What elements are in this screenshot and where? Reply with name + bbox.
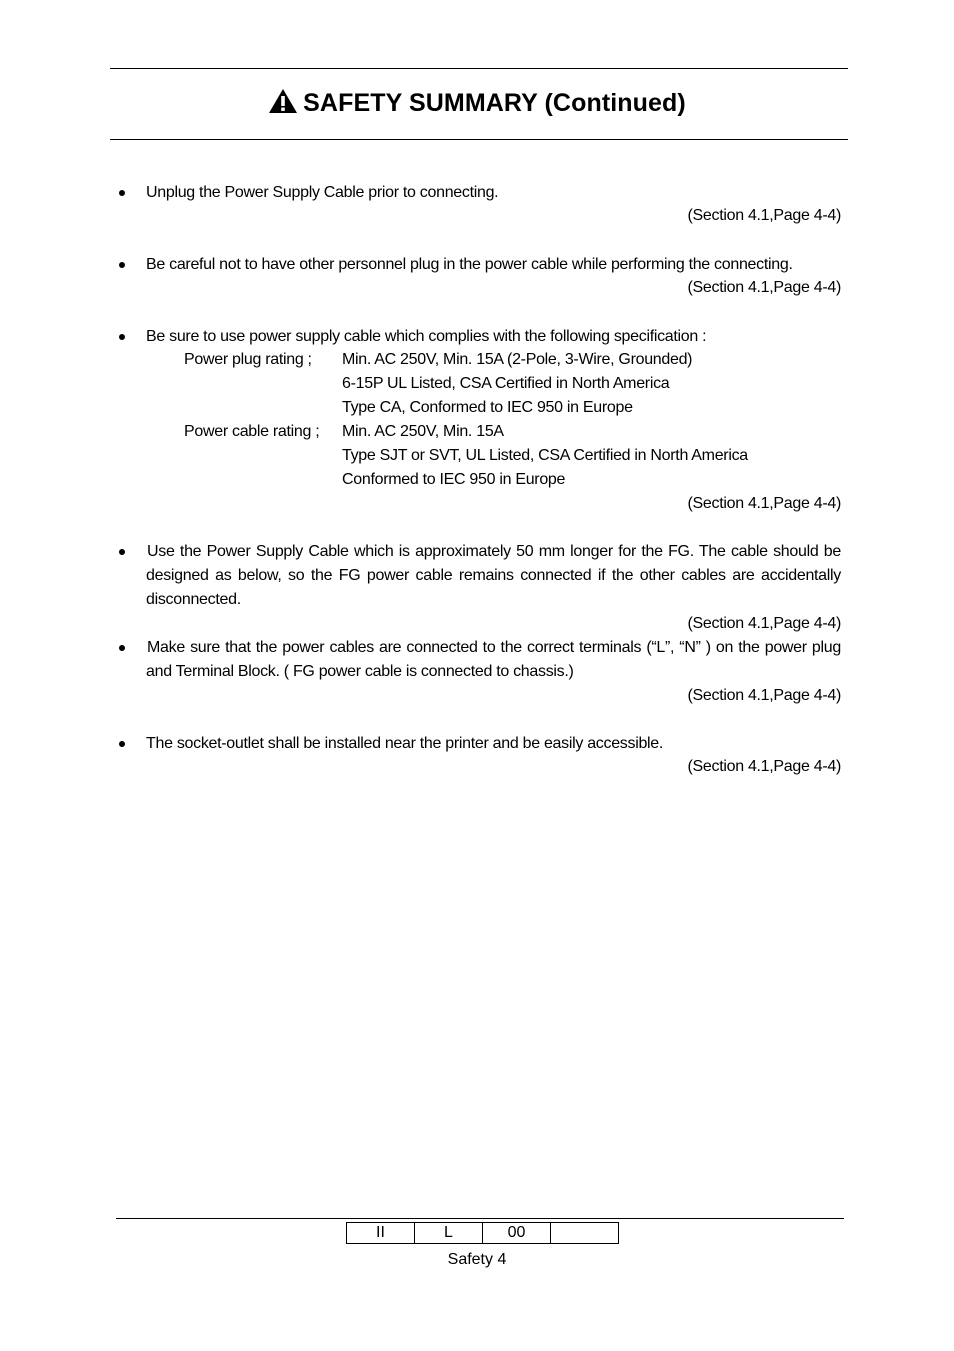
- spec-value: Type CA, Conformed to IEC 950 in Europe: [342, 399, 633, 416]
- list-item-text: Unplug the Power Supply Cable prior to connecting.: [146, 184, 499, 201]
- spec-value: Min. AC 250V, Min. 15A: [342, 423, 504, 440]
- warning-triangle-icon: [268, 88, 298, 114]
- page-title: SAFETY SUMMARY (Continued): [303, 89, 686, 117]
- section-reference: (Section 4.1,Page 4-4): [687, 615, 841, 632]
- version-cell: L: [415, 1223, 483, 1244]
- list-item-text: The socket-outlet shall be installed near the printer and be easily accessible.: [146, 735, 664, 752]
- spec-value: Conformed to IEC 950 in Europe: [342, 471, 566, 488]
- bullet-icon: [119, 262, 125, 268]
- list-item-text: designed as below, so the FG power cable remains connected if the other cables are accidentally: [146, 567, 841, 584]
- list-item-text: Make sure that the power cables are connected to the correct terminals (“L”, “N” ) on the power plug: [147, 639, 841, 656]
- version-cell: II: [347, 1223, 415, 1244]
- list-item-text: disconnected.: [146, 591, 241, 608]
- header-bottom-rule: [110, 139, 848, 140]
- bullet-icon: [119, 741, 125, 747]
- spec-label: Power cable rating ;: [184, 423, 320, 440]
- page-number: Safety 4: [447, 1251, 507, 1268]
- spec-value: Type SJT or SVT, UL Listed, CSA Certified in North America: [342, 447, 748, 464]
- bullet-icon: [119, 549, 125, 555]
- section-reference: (Section 4.1,Page 4-4): [687, 279, 841, 296]
- version-table: [346, 1222, 619, 1244]
- section-reference: (Section 4.1,Page 4-4): [687, 495, 841, 512]
- list-item-text: Be careful not to have other personnel plug in the power cable while performing the connecting.: [146, 256, 793, 273]
- spec-value: 6-15P UL Listed, CSA Certified in North America: [342, 375, 670, 392]
- footer-rule: [116, 1218, 844, 1219]
- bullet-icon: [119, 190, 125, 196]
- version-cell: [551, 1223, 619, 1244]
- section-reference: (Section 4.1,Page 4-4): [687, 687, 841, 704]
- list-item-text: Use the Power Supply Cable which is approximately 50 mm longer for the FG. The cable should be: [147, 543, 841, 560]
- list-item-text: and Terminal Block. ( FG power cable is connected to chassis.): [146, 663, 574, 680]
- bullet-icon: [119, 645, 125, 651]
- bullet-icon: [119, 334, 125, 340]
- spec-value: Min. AC 250V, Min. 15A (2-Pole, 3-Wire, Grounded): [342, 351, 693, 368]
- section-reference: (Section 4.1,Page 4-4): [687, 758, 841, 775]
- list-item-text: Be sure to use power supply cable which complies with the following specification :: [146, 328, 707, 345]
- page-title-row: [0, 86, 954, 120]
- version-cell: 00: [483, 1223, 551, 1244]
- spec-label: Power plug rating ;: [184, 351, 312, 368]
- section-reference: (Section 4.1,Page 4-4): [687, 207, 841, 224]
- header-top-rule: [110, 68, 848, 69]
